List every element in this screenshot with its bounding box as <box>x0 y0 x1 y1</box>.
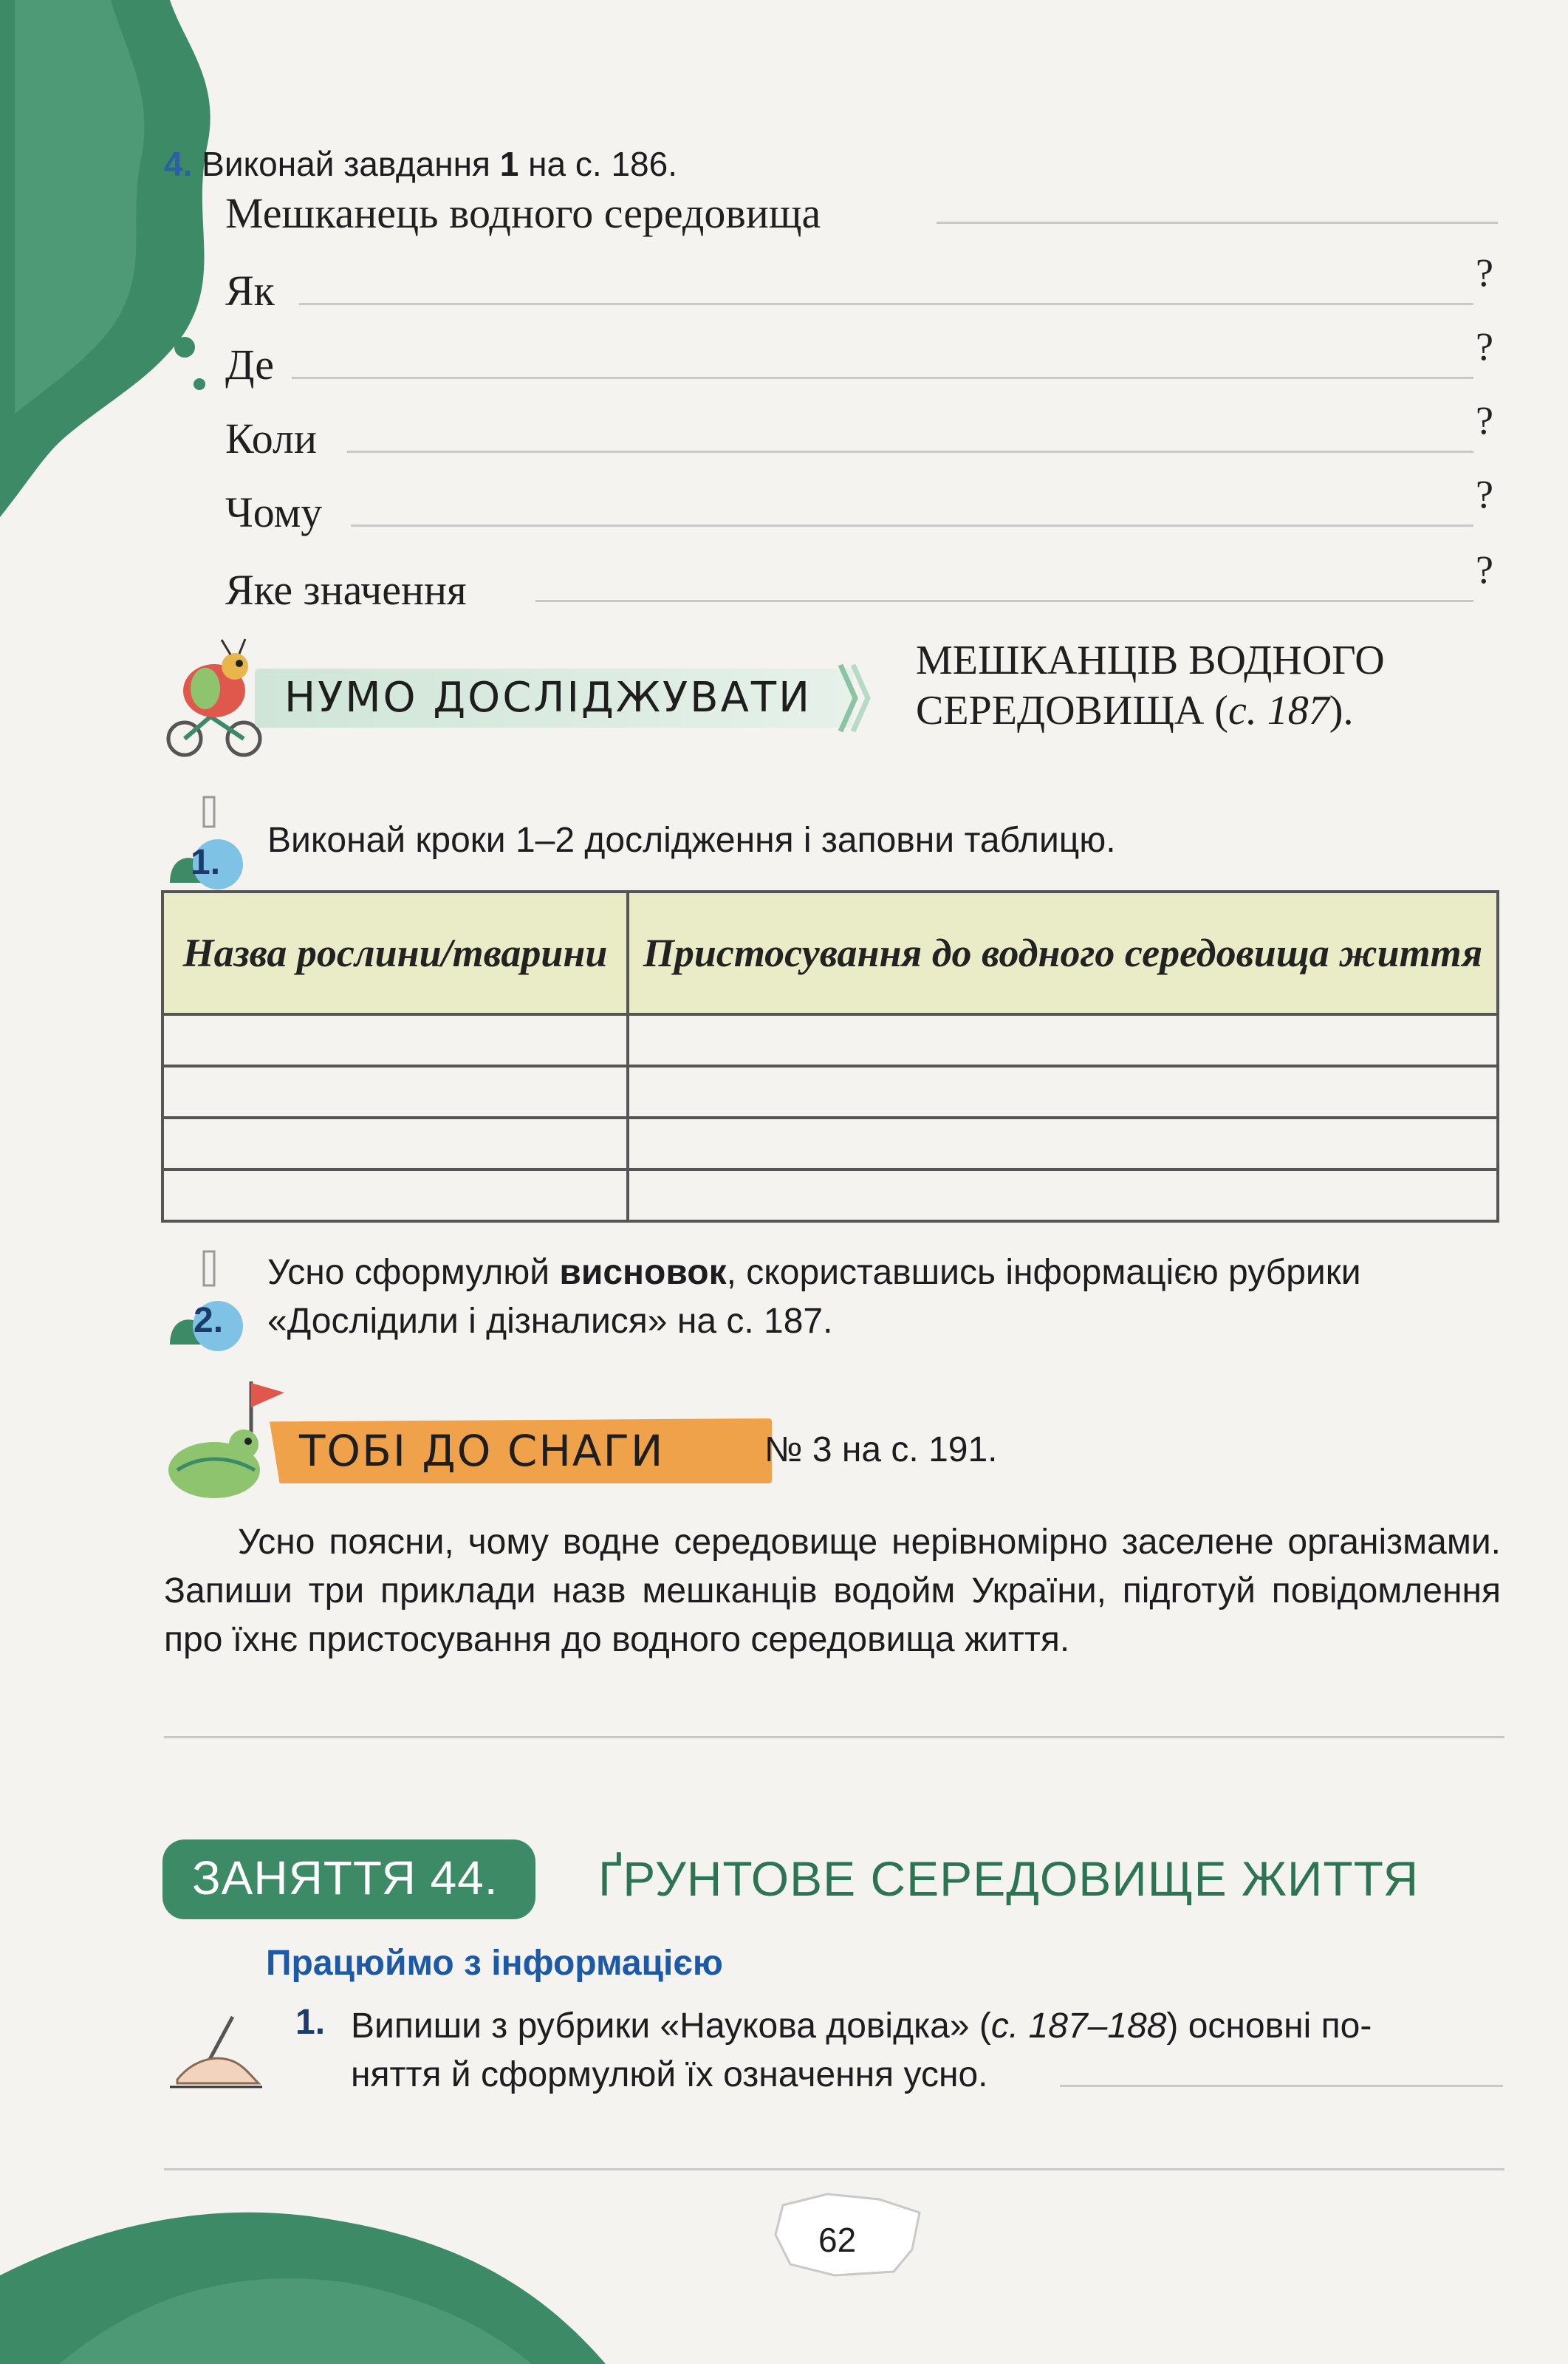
question-where: Де <box>225 341 275 389</box>
research-topic-line1: МЕШКАНЦІВ ВОДНОГО <box>916 638 1385 683</box>
step2-pre: Усно сформулюй <box>267 1253 560 1292</box>
banner-stripes-decoration <box>835 661 879 735</box>
answer-line-when[interactable] <box>347 451 1473 453</box>
task4-page-ref: на с. 186. <box>528 145 677 183</box>
answer-line-inhabitant[interactable] <box>937 222 1498 224</box>
lesson-item-post: ) основні по- <box>1166 2006 1372 2046</box>
answer-line-lesson-2[interactable] <box>164 2168 1504 2170</box>
task4-instruction: Виконай завдання <box>202 145 490 183</box>
lesson-item-line2: няття й сформулюй їх означення усно. <box>351 2055 988 2094</box>
flag-bug-icon <box>162 1374 288 1507</box>
step2-line2: «Дослідили і дізналися» на с. 187. <box>267 1302 833 1341</box>
table-cell-adaptation-3[interactable] <box>628 1118 1498 1169</box>
cyclist-bug-icon <box>162 635 266 761</box>
table-cell-adaptation-4[interactable] <box>628 1169 1498 1221</box>
answer-line-extra[interactable] <box>164 1736 1504 1738</box>
answer-line-why[interactable] <box>351 525 1473 527</box>
lesson-item-pre: Випиши з рубрики «Наукова довідка» ( <box>351 2006 991 2046</box>
question-mark-where: ? <box>1476 324 1493 369</box>
answer-line-significance[interactable] <box>535 600 1473 602</box>
lesson-subheading: Працюймо з інформацією <box>266 1944 723 1983</box>
extra-banner-title: ТОБІ ДО СНАГИ <box>299 1426 665 1476</box>
step2-post: , скориставшись інформацією рубрики <box>726 1253 1361 1292</box>
question-significance: Яке значення <box>225 566 467 614</box>
research-topic-page: с. 187 <box>1228 688 1329 734</box>
research-table <box>161 890 1499 1223</box>
question-mark-significance: ? <box>1476 547 1493 592</box>
step1-number: 1. <box>191 843 221 882</box>
extra-paragraph: Усно поясни, чому водне середовище нерівномірно заселене організмами. Запиши три приклади назв мешканців водойм України, підготуй повідомлення про їхнє пристосування до водного середовища життя. <box>164 1523 1501 1659</box>
research-banner-title: НУМО ДОСЛІДЖУВАТИ <box>284 674 812 722</box>
research-topic-close: ). <box>1329 688 1354 734</box>
step1-text: Виконай кроки 1–2 дослідження і заповни таблицю. <box>267 821 1116 860</box>
writing-hand-icon <box>162 2009 266 2091</box>
research-topic-line2: СЕРЕДОВИЩА ( <box>916 688 1228 734</box>
inhabitant-label: Мешканець водного середовища <box>225 189 821 237</box>
table-header-name: Назва рослини/тварини <box>162 892 628 1014</box>
answer-line-lesson-1[interactable] <box>1060 2085 1503 2087</box>
table-cell-adaptation-1[interactable] <box>628 1014 1498 1066</box>
question-mark-how: ? <box>1476 250 1493 295</box>
research-topic <box>916 635 1385 736</box>
step2-number: 2. <box>194 1301 224 1340</box>
table-cell-name-2[interactable] <box>162 1066 628 1118</box>
lesson-item-number: 1. <box>295 2003 326 2042</box>
answer-line-how[interactable] <box>299 303 1473 305</box>
table-header-adaptation: Пристосування до водного середовища життя <box>628 892 1498 1014</box>
question-mark-why: ? <box>1476 472 1493 516</box>
green-splash-bottom-decoration <box>0 2187 606 2364</box>
question-mark-when: ? <box>1476 398 1493 443</box>
lesson-item-pages: с. 187–188 <box>990 2006 1167 2046</box>
lesson-title: ҐРУНТОВЕ СЕРЕДОВИЩЕ ЖИТТЯ <box>598 1851 1420 1906</box>
task4-number: 4. <box>164 145 193 183</box>
table-cell-name-4[interactable] <box>162 1169 628 1221</box>
lesson-label: ЗАНЯТТЯ 44. <box>192 1851 499 1904</box>
green-splash-decoration <box>0 0 236 532</box>
table-cell-adaptation-2[interactable] <box>628 1066 1498 1118</box>
page-number: 62 <box>818 2221 857 2259</box>
answer-line-where[interactable] <box>292 377 1473 379</box>
question-how: Як <box>225 267 275 315</box>
table-cell-name-3[interactable] <box>162 1118 628 1169</box>
step2-text <box>267 1248 1508 1346</box>
question-why: Чому <box>225 488 323 536</box>
step2-bold: висновок <box>559 1253 727 1292</box>
table-cell-name-1[interactable] <box>162 1014 628 1066</box>
extra-reference: № 3 на с. 191. <box>764 1430 998 1469</box>
task4-task-ref: 1 <box>499 145 519 183</box>
task4-heading <box>164 144 677 184</box>
question-when: Коли <box>225 414 318 462</box>
